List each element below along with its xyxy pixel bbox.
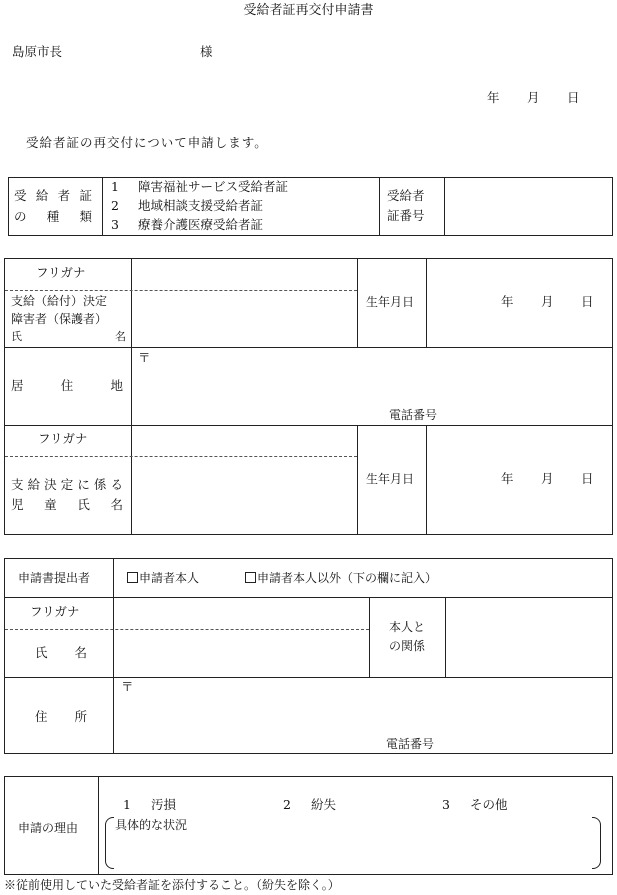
submitter-furigana-label: フリガナ	[30, 604, 80, 619]
certificate-type-3-label: 療養介護医療受給者証	[138, 217, 264, 232]
bracket-left	[105, 817, 114, 869]
addressee-name: 島原市長	[12, 44, 63, 59]
child-furigana-label: フリガナ	[38, 431, 88, 446]
certificate-type-1-label: 障害福祉サービス受給者証	[138, 179, 289, 194]
recipient-birth-day: 日	[581, 294, 594, 309]
submitter-phone-label: 電話番号	[386, 737, 435, 751]
submitter-relation-field[interactable]	[447, 599, 611, 675]
submitter-option-other[interactable]: 申請者本人以外（下の欄に記入）	[245, 572, 437, 584]
recipient-furigana-label: フリガナ	[36, 265, 86, 280]
certificate-type-label: 受 給 者 証	[14, 188, 92, 203]
certificate-number-field[interactable]	[446, 179, 611, 234]
intro-text: 受給者証の再交付について申請します。	[26, 135, 268, 150]
recipient-birth-year: 年	[501, 294, 514, 309]
certificate-type-2-label: 地域相談支援受給者証	[138, 198, 264, 213]
date-year-label: 年	[487, 90, 500, 105]
certificate-type-1-num: 1	[111, 179, 119, 194]
date-month-label: 月	[527, 90, 540, 105]
child-name-label: 支 給 決 定 に 係 る	[11, 477, 123, 492]
reason-detail-label: 具体的な状況	[115, 818, 188, 832]
recipient-name-label: 支給（給付）決定	[11, 294, 108, 308]
recipient-name-label-3a: 氏	[11, 330, 22, 343]
checkbox-icon[interactable]	[127, 572, 138, 583]
submitter-address-label: 住 所	[35, 709, 87, 724]
footnote: ※従前使用していた受給者証を添付すること。（紛失を除く。）	[4, 878, 340, 892]
addressee-honorific: 様	[200, 44, 213, 59]
submitter-name-label: 氏 名	[35, 645, 87, 660]
recipient-name-field[interactable]	[133, 292, 355, 346]
reason-option-3[interactable]: 3 その他	[442, 797, 508, 812]
child-birth-day: 日	[581, 471, 594, 486]
reason-option-1[interactable]: 1 汚損	[123, 797, 176, 812]
submitter-relation-label-2: の関係	[389, 639, 426, 653]
recipient-residence-label: 居 住 地	[11, 378, 123, 393]
bracket-right	[592, 817, 601, 869]
document-title: 受給者証再交付申請書	[243, 3, 374, 18]
child-name-field[interactable]	[133, 458, 355, 533]
submitter-label: 申請書提出者	[18, 571, 91, 585]
child-name-label-2: 児 童 氏 名	[11, 497, 123, 512]
submitter-relation-label: 本人と	[389, 620, 426, 634]
checkbox-icon[interactable]	[245, 572, 256, 583]
submitter-option-self[interactable]: 申請者本人	[127, 572, 199, 584]
recipient-name-label-2: 障害者（保護者）	[11, 312, 108, 326]
certificate-number-label: 受給者	[387, 188, 425, 203]
recipient-furigana-field[interactable]	[133, 260, 355, 289]
recipient-phone-label: 電話番号	[389, 408, 438, 422]
child-birth-label: 生年月日	[366, 472, 415, 486]
child-furigana-field[interactable]	[133, 427, 355, 455]
submitter-name-field[interactable]	[115, 631, 367, 675]
certificate-type-label-2: の 種 類	[14, 209, 92, 224]
reason-detail-field[interactable]	[116, 835, 590, 867]
recipient-postal-mark: 〒	[138, 350, 151, 365]
reason-option-2[interactable]: 2 紛失	[283, 797, 336, 812]
recipient-birth-month: 月	[541, 294, 554, 309]
recipient-name-label-3b: 名	[115, 330, 126, 343]
recipient-birth-label: 生年月日	[366, 295, 415, 309]
certificate-type-2-num: 2	[111, 198, 119, 213]
certificate-type-3-num: 3	[111, 217, 119, 232]
child-birth-month: 月	[541, 471, 554, 486]
child-birth-year: 年	[501, 471, 514, 486]
recipient-address-field[interactable]	[133, 349, 611, 423]
submitter-address-field[interactable]	[115, 679, 611, 752]
submitter-furigana-field[interactable]	[115, 599, 367, 628]
certificate-number-label-2: 証番号	[387, 208, 425, 223]
date-day-label: 日	[567, 90, 580, 105]
reason-label: 申請の理由	[18, 821, 79, 835]
submitter-postal-mark: 〒	[121, 679, 134, 694]
